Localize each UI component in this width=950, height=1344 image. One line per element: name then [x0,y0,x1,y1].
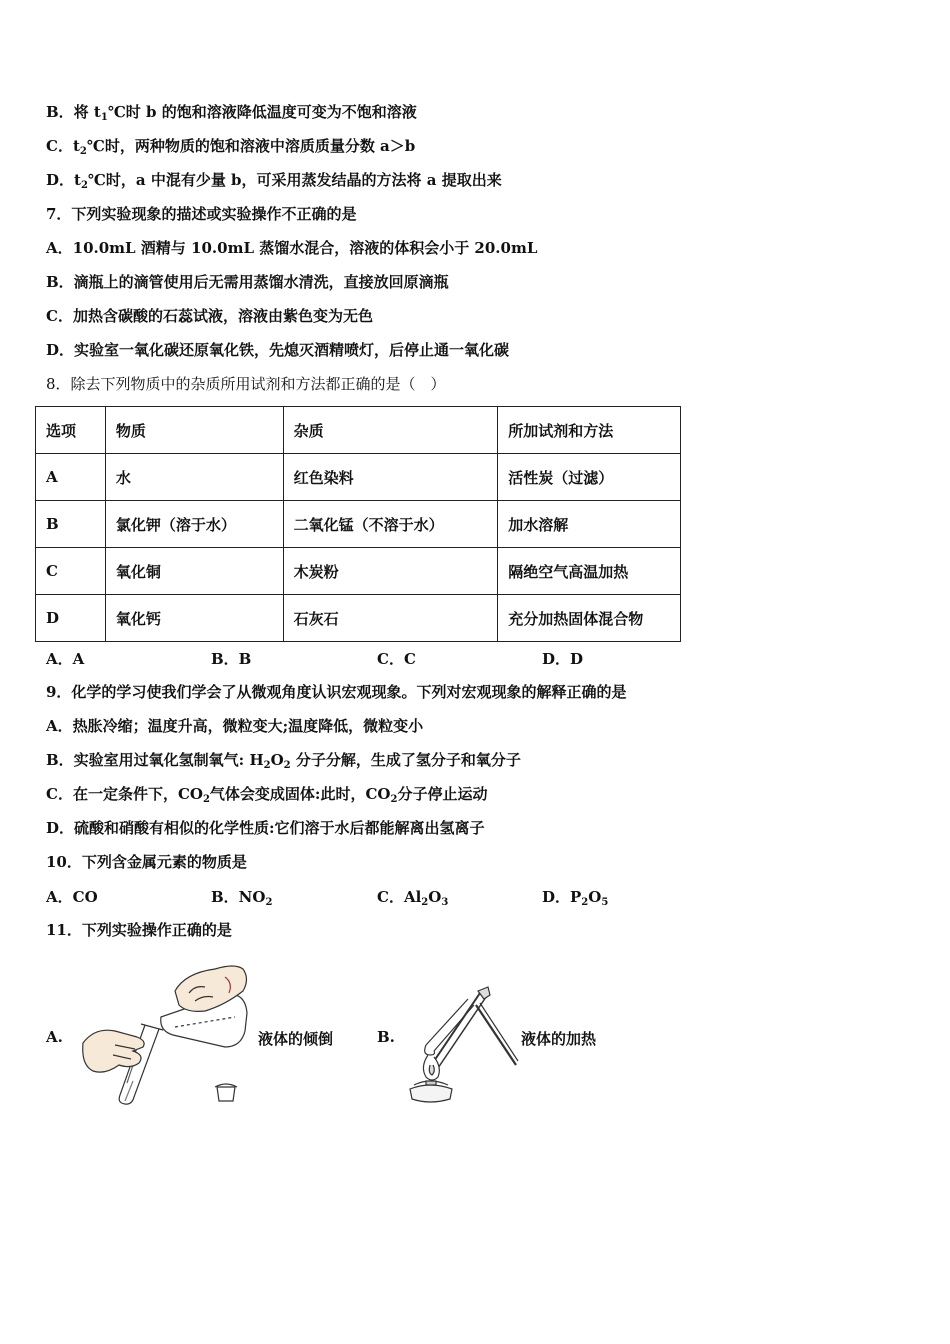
table-header-cell: 杂质 [283,407,498,454]
liquid-pouring-illustration [75,955,250,1105]
table-header-cell: 选项 [36,407,106,454]
table-cell: 活性炭（过滤） [498,454,681,501]
table-cell: 氧化钙 [105,595,283,642]
q9-option-b: B．实验室用过氧化氢制氧气: $H_2O_2$ 分子分解，生成了氢分子和氧分子 [46,751,521,771]
table-row [36,501,681,548]
q11-a-caption: 液体的倾倒 [258,1030,334,1048]
q10-choice-c: C．$Al_2O_3$ [377,888,449,908]
q9-option-c: C．在一定条件下，$CO_2$气体会变成固体:此时，$CO_2$分子停止运动 [46,785,488,805]
table-row [36,454,681,501]
table-cell: 加水溶解 [498,501,681,548]
q10-choice-a: A．CO [46,888,98,906]
table-cell: 红色染料 [283,454,498,501]
liquid-heating-illustration [400,985,525,1105]
q8-choice-a: A．A [46,650,85,668]
table-header-cell: 所加试剂和方法 [498,407,681,454]
table-row [36,595,681,642]
q6-option-c: C．$t_2℃$时，两种物质的饱和溶液中溶质质量分数 a＞b [46,137,416,157]
table-cell: 充分加热固体混合物 [498,595,681,642]
q11-a-label: A. [46,1028,63,1046]
q11-b-label: B. [377,1028,395,1046]
q7-option-a: A．10.0mL 酒精与 10.0mL 蒸馏水混合，溶液的体积会小于 20.0mL [46,239,538,257]
q10-choice-d: D．$P_2O_5$ [542,888,609,908]
table-cell: 二氧化锰（不溶于水） [283,501,498,548]
q11-b-caption: 液体的加热 [521,1030,597,1048]
table-cell: 石灰石 [283,595,498,642]
q7-option-c: C．加热含碳酸的石蕊试液，溶液由紫色变为无色 [46,307,373,325]
q7-stem: 7．下列实验现象的描述或实验操作不正确的是 [46,205,357,223]
q8-stem: 8．除去下列物质中的杂质所用试剂和方法都正确的是（ ） [46,375,446,393]
q8-table [35,406,681,642]
q8-choice-d: D．D [542,650,584,668]
table-cell: B [36,501,106,548]
q11-stem: 11．下列实验操作正确的是 [46,921,232,939]
q8-choice-b: B．B [211,650,252,668]
table-header-row [36,407,681,454]
q7-option-b: B．滴瓶上的滴管使用后无需用蒸馏水清洗，直接放回原滴瓶 [46,273,449,291]
table-cell: 水 [105,454,283,501]
table-row [36,548,681,595]
table-cell: D [36,595,106,642]
table-cell: 氯化钾（溶于水） [105,501,283,548]
table-cell: A [36,454,106,501]
table-header-cell: 物质 [105,407,283,454]
q6-option-d: D．$t_2℃$时，a 中混有少量 b，可采用蒸发结晶的方法将 a 提取出来 [46,171,502,191]
q7-option-d: D．实验室一氧化碳还原氧化铁，先熄灭酒精喷灯，后停止通一氧化碳 [46,341,510,359]
q10-choice-b: B．$NO_2$ [211,888,273,908]
table-cell: 氧化铜 [105,548,283,595]
table-cell: 木炭粉 [283,548,498,595]
q10-stem: 10．下列含金属元素的物质是 [46,853,247,871]
q9-stem: 9．化学的学习使我们学会了从微观角度认识宏观现象。下列对宏观现象的解释正确的是 [46,683,627,701]
q9-option-d: D．硫酸和硝酸有相似的化学性质:它们溶于水后都能解离出氢离子 [46,819,485,837]
table-cell: 隔绝空气高温加热 [498,548,681,595]
q6-option-b: B．将 $t_1℃$时 b 的饱和溶液降低温度可变为不饱和溶液 [46,103,417,123]
q9-option-a: A．热胀冷缩；温度升高，微粒变大;温度降低，微粒变小 [46,717,424,735]
q8-choice-c: C．C [377,650,416,668]
table-cell: C [36,548,106,595]
